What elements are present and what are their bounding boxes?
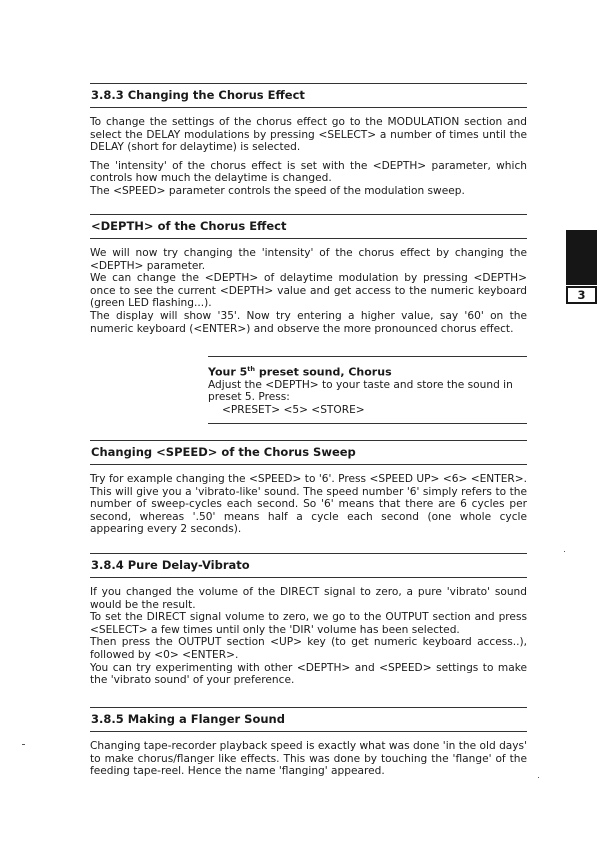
chapter-tab-marker (566, 230, 597, 285)
paragraph: To change the settings of the chorus effect go to the MODULATION section and select the DELAY modulations by pressing <SELECT> a number of times until the DELAY (short for delaytime) is selected. (90, 116, 527, 154)
paragraph: Try for example changing the <SPEED> to '6'. Press <SPEED UP> <6> <ENTER>. This will give you a 'vibrato-like' sound. The speed number '6' simply refers to the number of sweep-cycles each second. So '6' means that there are 6 cycles per second, whereas '.50' means half a cycle each second (one whole cycle appearing every 2 seconds). (90, 473, 527, 536)
section-pure-delay-vibrato (90, 553, 527, 693)
section-body (90, 732, 527, 778)
callout-key-sequence: <PRESET> <5> <STORE> (222, 403, 365, 416)
section-heading: 3.8.3 Changing the Chorus Effect (90, 83, 527, 108)
callout-title: Your 5th preset sound, Chorus (208, 365, 392, 379)
paragraph: The 'intensity' of the chorus effect is set with the <DEPTH> parameter, which controls how much the delaytime is changed. (90, 159, 527, 185)
paragraph: Then press the OUTPUT section <UP> key (to get numeric keyboard access..), followed by <0> <ENTER>. (90, 636, 527, 661)
section-heading: <DEPTH> of the Chorus Effect (90, 214, 527, 239)
section-body (90, 465, 527, 536)
paragraph: The <SPEED> parameter controls the speed of the modulation sweep. (90, 184, 465, 197)
paragraph: You can try experimenting with other <DEPTH> and <SPEED> settings to make the 'vibrato sound' of your preference. (90, 661, 527, 687)
paragraph: The display will show '35'. Now try entering a higher value, say '60' on the numeric keyboard (<ENTER>) and observe the more pronounced chorus effect. (90, 309, 527, 335)
scan-speck (22, 744, 25, 745)
section-heading: 3.8.5 Making a Flanger Sound (90, 707, 527, 732)
section-heading: Changing <SPEED> of the Chorus Sweep (90, 440, 527, 465)
section-body (90, 108, 527, 198)
callout-text: Adjust the <DEPTH> to your taste and store the sound in preset 5. Press: (208, 378, 513, 404)
paragraph: If you changed the volume of the DIRECT signal to zero, a pure 'vibrato' sound would be the result. (90, 586, 527, 611)
section-heading: 3.8.4 Pure Delay-Vibrato (90, 553, 527, 578)
section-making-flanger (90, 707, 527, 784)
paragraph: To set the DIRECT signal volume to zero, we go to the OUTPUT section and press <SELECT> a few times until only the 'DIR' volume has been selected. (90, 611, 527, 636)
chapter-number-badge: 3 (566, 286, 597, 304)
section-changing-chorus-effect (90, 83, 527, 204)
scan-speck (564, 551, 565, 552)
paragraph: Changing tape-recorder playback speed is exactly what was done 'in the old days' to make chorus/flanger like effects. This was done by touching the 'flange' of the feeding tape-reel. Hence the name 'flanging' appeared. (90, 740, 527, 778)
section-changing-speed (90, 440, 527, 542)
paragraph: We will now try changing the 'intensity' of the chorus effect by changing the <DEPTH> parameter. (90, 247, 527, 272)
preset-callout-box (208, 356, 527, 424)
paragraph: We can change the <DEPTH> of delaytime modulation by pressing <DEPTH> once to see the current <DEPTH> value and get access to the numeric keyboard (green LED flashing...). (90, 272, 527, 310)
section-body (90, 578, 527, 687)
section-depth-of-chorus (90, 214, 527, 341)
section-body (90, 239, 527, 335)
scan-speck (538, 777, 539, 778)
